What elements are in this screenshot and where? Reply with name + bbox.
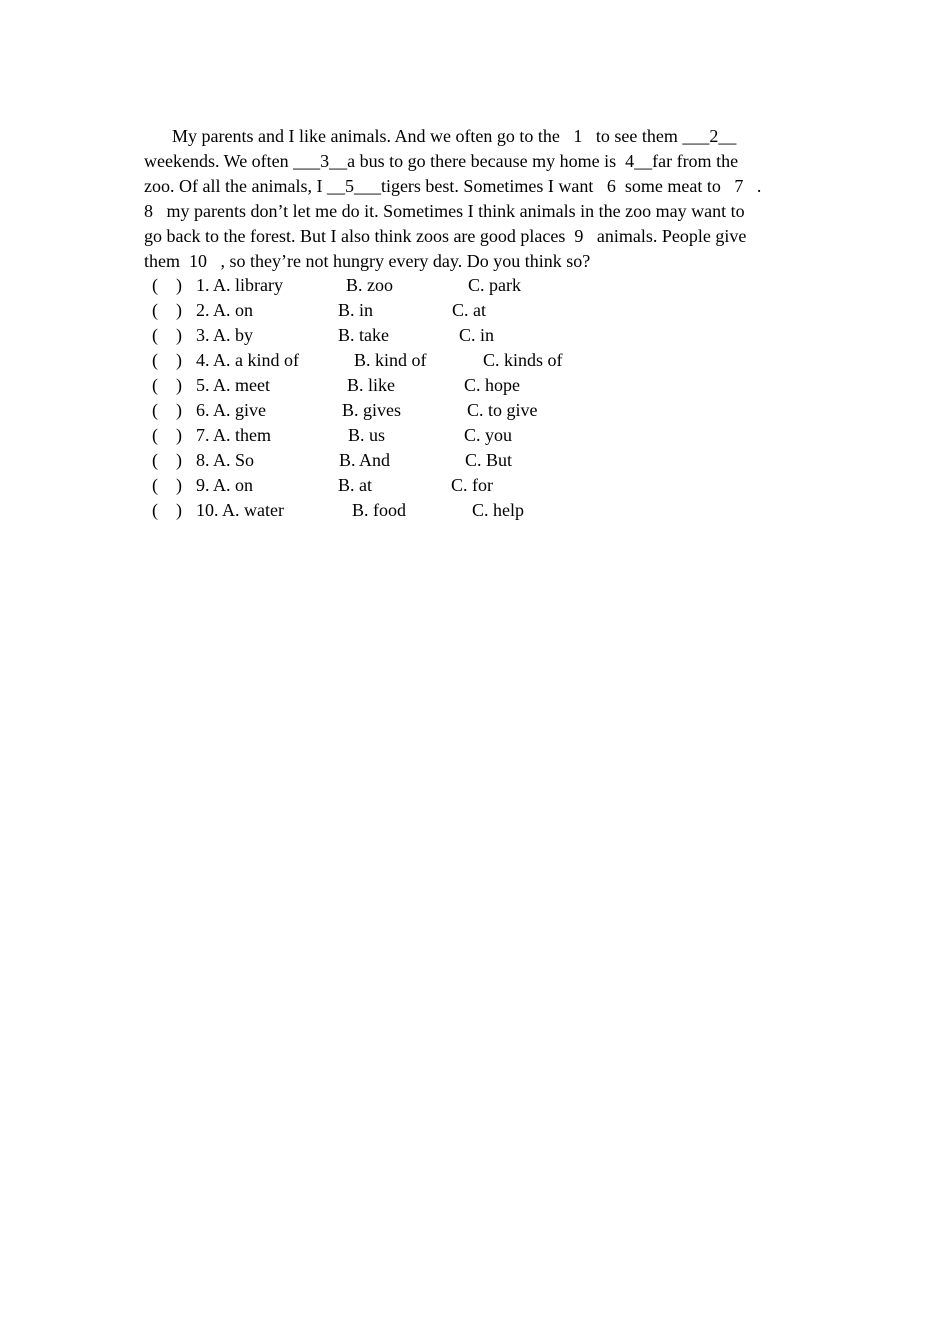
question-row — [144, 373, 808, 398]
option-c: C. hope — [464, 375, 520, 395]
option-a: 2. A. on — [196, 300, 254, 320]
answer-bracket: ( ) — [152, 375, 182, 395]
question-row — [144, 448, 808, 473]
passage-line: go back to the forest. But I also think zoos are good places 9 animals. People give — [144, 226, 747, 246]
option-b: B. in — [338, 300, 374, 320]
option-c: C. for — [451, 475, 493, 495]
answer-bracket: ( ) — [152, 275, 182, 295]
option-b: B. And — [339, 450, 391, 470]
question-row — [144, 298, 808, 323]
answer-bracket: ( ) — [152, 500, 182, 520]
question-row — [144, 498, 808, 523]
question-row — [144, 348, 808, 373]
option-a: 4. A. a kind of — [196, 350, 299, 370]
question-row — [144, 423, 808, 448]
answer-bracket: ( ) — [152, 350, 182, 370]
answer-bracket: ( ) — [152, 325, 182, 345]
option-b: B. at — [338, 475, 372, 495]
option-a: 10. A. water — [196, 500, 284, 520]
passage-line: My parents and I like animals. And we often go to the 1 to see them ___2__ — [172, 126, 737, 146]
option-c: C. you — [464, 425, 513, 445]
passage-line: zoo. Of all the animals, I __5___tigers best. Sometimes I want 6 some meat to 7 . — [144, 176, 762, 196]
option-c: C. But — [465, 450, 513, 470]
option-b: B. us — [348, 425, 386, 445]
passage-line: them 10 , so they’re not hungry every day. Do you think so? — [144, 251, 591, 271]
passage-line: 8 my parents don’t let me do it. Sometimes I think animals in the zoo may want to — [144, 201, 745, 221]
option-b: B. food — [352, 500, 406, 520]
answer-bracket: ( ) — [152, 475, 182, 495]
option-c: C. to give — [467, 400, 538, 420]
option-c: C. at — [452, 300, 486, 320]
option-c: C. help — [472, 500, 524, 520]
answer-bracket: ( ) — [152, 400, 182, 420]
question-row — [144, 323, 808, 348]
answer-bracket: ( ) — [152, 450, 182, 470]
option-a: 1. A. library — [196, 275, 283, 295]
answer-bracket: ( ) — [152, 425, 182, 445]
option-b: B. zoo — [346, 275, 393, 295]
option-b: B. like — [347, 375, 395, 395]
question-row — [144, 398, 808, 423]
option-b: B. gives — [342, 400, 402, 420]
question-row — [144, 273, 808, 298]
answer-bracket: ( ) — [152, 300, 182, 320]
question-row — [144, 473, 808, 498]
question-list — [144, 273, 808, 523]
option-a: 7. A. them — [196, 425, 271, 445]
option-b: B. kind of — [354, 350, 427, 370]
option-a: 6. A. give — [196, 400, 266, 420]
option-c: C. park — [468, 275, 521, 295]
option-a: 9. A. on — [196, 475, 254, 495]
option-b: B. take — [338, 325, 389, 345]
cloze-passage — [144, 124, 808, 274]
option-a: 3. A. by — [196, 325, 254, 345]
option-a: 5. A. meet — [196, 375, 270, 395]
passage-line: weekends. We often ___3__a bus to go there because my home is 4__far from the — [144, 151, 739, 171]
option-c: C. in — [459, 325, 495, 345]
option-a: 8. A. So — [196, 450, 255, 470]
option-c: C. kinds of — [483, 350, 563, 370]
